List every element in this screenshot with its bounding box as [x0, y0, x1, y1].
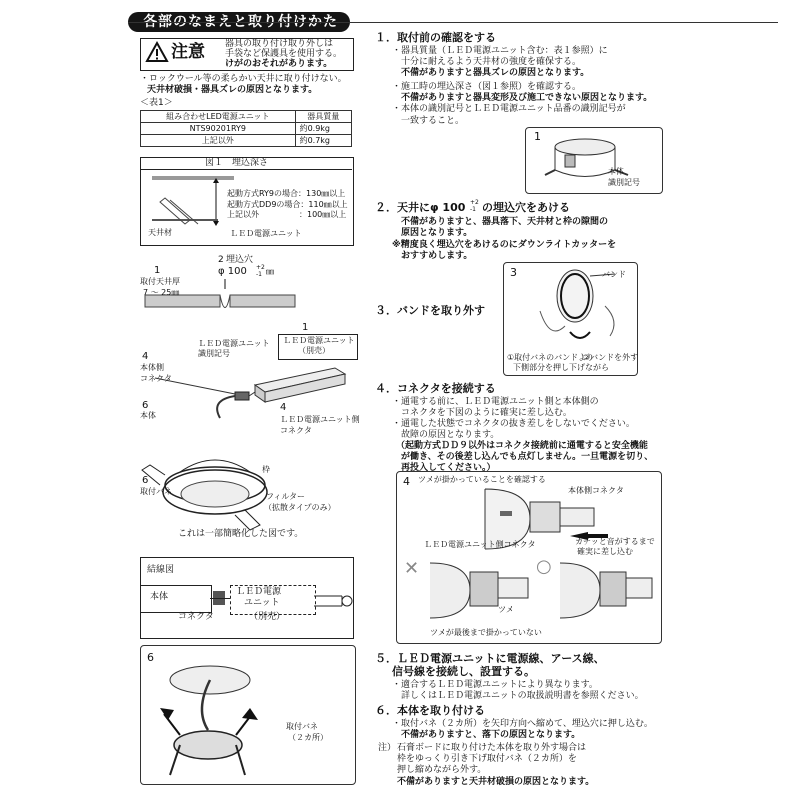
table1-caption: ＜表1＞: [140, 98, 173, 108]
part-number-4a: 4: [142, 351, 149, 362]
part-number-6b: 6: [142, 475, 149, 486]
body-connector-label: 本体側: [140, 363, 164, 372]
table-cell: 約0.7kg: [295, 135, 351, 147]
step5-title-2: 信号線を接続し、設置する。: [392, 665, 535, 678]
step6-note-1: 石膏ボードに取り付けた本体を取り外す場合は: [397, 743, 587, 753]
spring-label: 取付バネ: [140, 487, 172, 496]
step1-line-6: ・本体の識別記号とＬＥＤ電源ユニット品番の識別記号が: [392, 104, 626, 114]
depth-line-2: 起動方式DD9の場合：110㎜以上: [227, 200, 348, 209]
page-title: 各部のなまえと取り付けかた: [143, 14, 338, 30]
step1-line-1: ・器具質量（ＬＥＤ電源ユニット含む：表１参照）に: [392, 46, 608, 56]
figure6-spring-label: 取付バネ: [286, 722, 318, 731]
table-row: [141, 135, 352, 147]
step6-line-2: 不備がありますと、落下の原因となります。: [401, 730, 581, 740]
hole-label: 埋込穴: [226, 255, 254, 265]
unit-label: ＬＥＤ電源ユニット: [230, 229, 302, 238]
step1-title: １．取付前の確認をする: [375, 31, 496, 44]
step4-click-label: カチッと音がするまで: [575, 537, 655, 546]
step4-line-6: が働き、その後差し込んでも点灯しません。一旦電源を切り、: [401, 452, 654, 462]
wiring-unit-label-2: ユニット: [244, 598, 280, 608]
figure6-spring-count: （２カ所）: [288, 733, 328, 742]
caution-line-3: けがのおそれがあります。: [225, 59, 333, 69]
step4-line-1: ・通電する前に、ＬＥＤ電源ユニット側と本体側の: [392, 397, 599, 407]
table-cell: NTS90201RY9: [141, 123, 296, 135]
body-connector-label-2: コネクタ: [140, 374, 172, 383]
wiring-title: 結線図: [147, 565, 175, 575]
step4-line-2: コネクタを下図のように確実に差し込む。: [401, 408, 572, 418]
unit-sold-label: ＬＥＤ電源ユニット: [283, 336, 355, 345]
hole-tolerance-top: +2: [256, 264, 265, 271]
ceiling-thickness-label: 取付天井厚: [140, 277, 180, 286]
step1-body-sketch: [540, 135, 660, 190]
wiring-terminals: [314, 588, 354, 614]
wiring-body-label: 本体: [150, 592, 169, 602]
step4-check-label: ツメが掛かっていることを確認する: [418, 475, 546, 484]
step2-line-1: 不備がありますと、器具落下、天井材と枠の隙間の: [401, 217, 609, 227]
step3-band-label: バンド: [602, 270, 626, 279]
step2-tolerance-top: +2: [470, 199, 479, 206]
step3-caption-1b: 下側部分を押し下げながら: [513, 363, 609, 372]
step3-figure-number: 3: [510, 266, 517, 279]
step2-line-2: 原因となります。: [401, 228, 473, 238]
step2-tolerance-bottom: -1: [470, 206, 476, 213]
step1-line-4: ・施工時の埋込深さ（図１参照）を確認する。: [392, 82, 582, 92]
step1-body-label: 本体: [608, 167, 624, 176]
table-header-row: [141, 111, 352, 123]
step4-ok-mark: ○: [536, 556, 552, 577]
step4-line-7: 再投入してください。）: [401, 463, 496, 473]
wiring-connector-label: コネクタ: [178, 612, 214, 622]
figure1-title-rule: [140, 169, 352, 170]
step4-figure-number: 4: [403, 475, 410, 488]
warning-icon: [146, 42, 168, 62]
depth-line-3: 上記以外 ：100㎜以上: [227, 210, 347, 219]
figure1-title: 図１ 埋込深さ: [205, 158, 269, 168]
unit-connector-label-2: コネクタ: [280, 426, 312, 435]
step4-title: ４．コネクタを接続する: [375, 382, 496, 395]
downlight-body-sketch: [150, 430, 280, 540]
wiring-unit-label: ＬＥＤ電源: [236, 587, 282, 597]
body-label: 本体: [140, 411, 156, 420]
filter-label: フィルター: [266, 492, 306, 501]
unit-connector-label: ＬＥＤ電源ユニット側: [280, 415, 360, 424]
unit-id-label-2: 識別記号: [198, 349, 230, 358]
step1-line-2: 十分に耐えるよう天井材の強度を確保する。: [401, 57, 582, 67]
part-number-4b: 4: [280, 402, 287, 413]
part-number-1a: 1: [154, 265, 161, 276]
part-number-6a: 6: [142, 400, 149, 411]
title-rule: [128, 22, 778, 23]
part-number-2: 2: [218, 255, 224, 265]
fixture-top-bar: [152, 176, 234, 180]
unit-id-label: ＬＥＤ電源ユニット: [198, 339, 270, 348]
step6-note-label: 注）: [378, 743, 397, 753]
step4-line-4: 故障の原因となります。: [401, 430, 500, 440]
step4-line-5: （起動方式ＤＤ９以外はコネクタ接続前に通電すると安全機能: [396, 441, 648, 451]
step4-unit-connector-label: ＬＥＤ電源ユニット側コネクタ: [424, 540, 536, 549]
step4-click-label-2: 確実に差し込む: [577, 547, 633, 556]
step4-not-hooked-label: ツメが最後まで掛かっていない: [430, 628, 542, 637]
step3-caption-1: ①取付バネのバンドより: [507, 353, 595, 362]
step5-line-2: 詳しくはＬＥＤ電源ユニットの取扱説明書を参照ください。: [401, 691, 644, 701]
hole-dimension: φ 100: [218, 266, 247, 277]
table-header: 組み合わせLED電源ユニット: [141, 111, 296, 123]
caution-label: 注意: [171, 42, 205, 62]
simplified-note: これは一部簡略化した図です。: [178, 529, 304, 539]
hole-tolerance-bottom: -1: [256, 271, 262, 278]
step1-figure-number: 1: [534, 130, 541, 143]
hole-unit: ㎜: [266, 267, 274, 276]
table-cell: 約0.9kg: [295, 123, 351, 135]
figure6-number: 6: [147, 651, 154, 664]
step4-body-connector-label: 本体側コネクタ: [568, 486, 624, 495]
table-row: [141, 123, 352, 135]
mass-table: [140, 110, 352, 147]
step5-line-1: ・適合するＬＥＤ電源ユニットにより異なります。: [392, 680, 598, 690]
ceiling-thickness-value: 7 ～ 25㎜: [143, 288, 180, 297]
install-body-sketch: [150, 650, 340, 780]
step4-ng-mark: ✕: [404, 558, 420, 579]
step2-line-4: おすすめします。: [401, 251, 473, 261]
wiring-sold-label: （別売）: [249, 612, 286, 622]
step1-line-3: 不備がありますと器具ズレの原因となります。: [401, 68, 590, 78]
step5-title: ５．ＬＥＤ電源ユニットに電源線、アース線、: [375, 652, 605, 665]
fixture-side-sketch: [150, 190, 220, 230]
step2-title: ２．天井にφ 100: [375, 201, 466, 214]
step2-line-3: ※精度良く埋込穴をあけるのにダウンライトカッターを: [392, 240, 617, 250]
step4-line-3: ・通電した状態でコネクタの抜き差しをしないでください。: [392, 419, 635, 429]
step6-title: ６．本体を取り付ける: [375, 704, 485, 717]
step6-line-1: ・取付バネ（２カ所）を矢印方向へ縮めて、埋込穴に押し込む。: [392, 719, 653, 729]
depth-line-1: 起動方式RY9の場合：130㎜以上: [227, 189, 346, 198]
caution-line-2: 手袋など保護具を使用する。: [225, 49, 343, 59]
step6-note-2: 枠をゆっくり引き下げ取付バネ（２カ所）を: [397, 754, 577, 764]
step4-claw-label: ツメ: [498, 605, 514, 614]
part-number-1b: 1: [302, 322, 309, 333]
table-header: 器具質量: [295, 111, 351, 123]
ceiling-label: 天井材: [148, 228, 172, 237]
step1-id-label: 識別記号: [608, 178, 640, 187]
step6-note-3: 押し縮めながら外す。: [397, 765, 487, 775]
wiring-line: [210, 598, 230, 599]
frame-label: 枠: [262, 465, 270, 474]
step4-ok-sketch: [550, 558, 655, 623]
caution-line-1: 器具の取り付け取り外しは: [225, 39, 334, 49]
unit-sold-label-2: （別売）: [298, 346, 330, 355]
step2-title-suffix: の埋込穴をあける: [482, 201, 570, 214]
step3-caption-2: ②バンドを外す: [583, 353, 639, 362]
table-cell: 上記以外: [141, 135, 296, 147]
step1-line-7: 一致すること。: [401, 116, 465, 126]
step3-title: ３．バンドを取り外す: [375, 304, 485, 317]
step6-note-4: 不備がありますと天井材破損の原因となります。: [397, 777, 595, 787]
step1-line-5: 不備がありますと器具変形及び施工できない原因となります。: [401, 93, 653, 103]
filter-label-2: （拡散タイプのみ）: [264, 503, 336, 512]
caution-note-2: 天井材破損・器具ズレの原因となります。: [147, 85, 318, 95]
caution-note: ・ロックウール等の柔らかい天井に取り付けない。: [140, 74, 347, 84]
